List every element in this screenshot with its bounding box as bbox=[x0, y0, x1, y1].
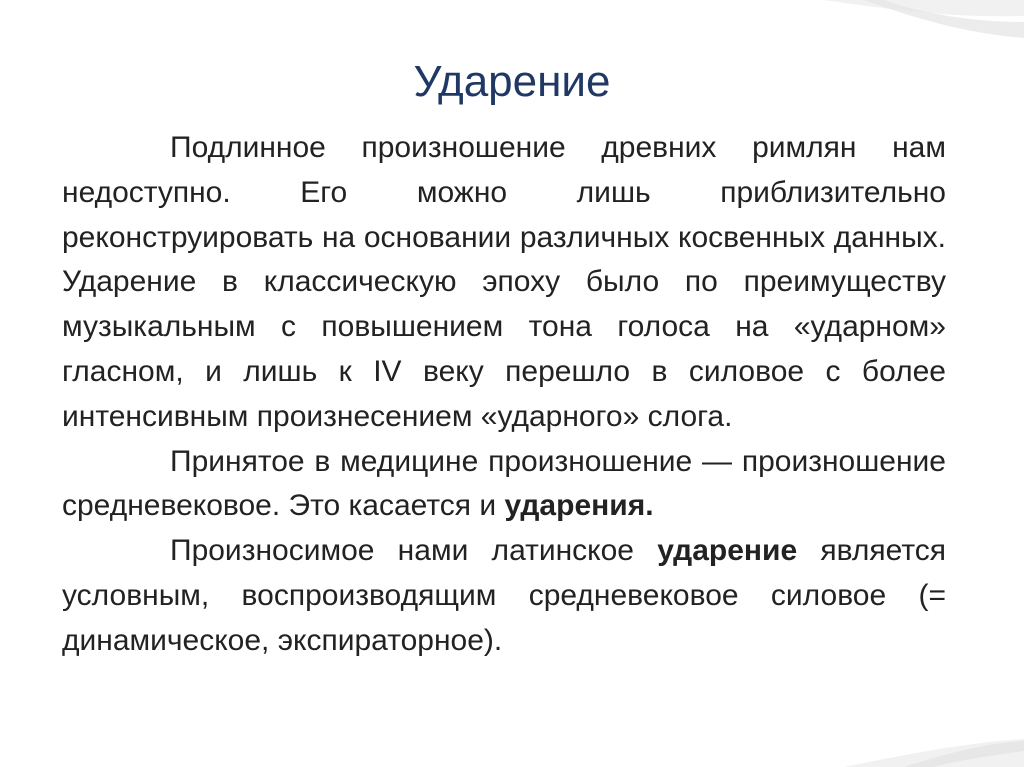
paragraph-1-text: Подлинное произношение древних римлян нам недоступно. Его можно лишь приблизительно реконструировать на основании различных косвенных данных. Ударение в классическую эпоху было по преимуществу музыкальным с повышением тона голоса на «ударном» гласном, и лишь к IV веку перешло в силовое с более интенсивным произнесением «ударного» слога. bbox=[62, 131, 946, 433]
paragraph-2-text: Принятое в медицине произношение — произношение средневековое. Это касается и bbox=[62, 444, 946, 523]
corner-decoration-bottom bbox=[784, 687, 1024, 767]
paragraph-1 bbox=[62, 126, 946, 440]
paragraph-3-text-before: Произносимое нами латинское bbox=[170, 534, 634, 568]
paragraph-2-bold-word: ударения. bbox=[504, 489, 654, 523]
paragraph-3 bbox=[62, 529, 946, 663]
slide-body bbox=[62, 126, 946, 664]
paragraph-3-text-after: является условным, воспроизводящим средневековое силовое (= динамическое, экспираторное). bbox=[62, 534, 946, 657]
paragraph-2 bbox=[62, 440, 946, 530]
paragraph-3-bold-word: ударение bbox=[657, 534, 798, 568]
slide-title: Ударение bbox=[413, 57, 611, 106]
